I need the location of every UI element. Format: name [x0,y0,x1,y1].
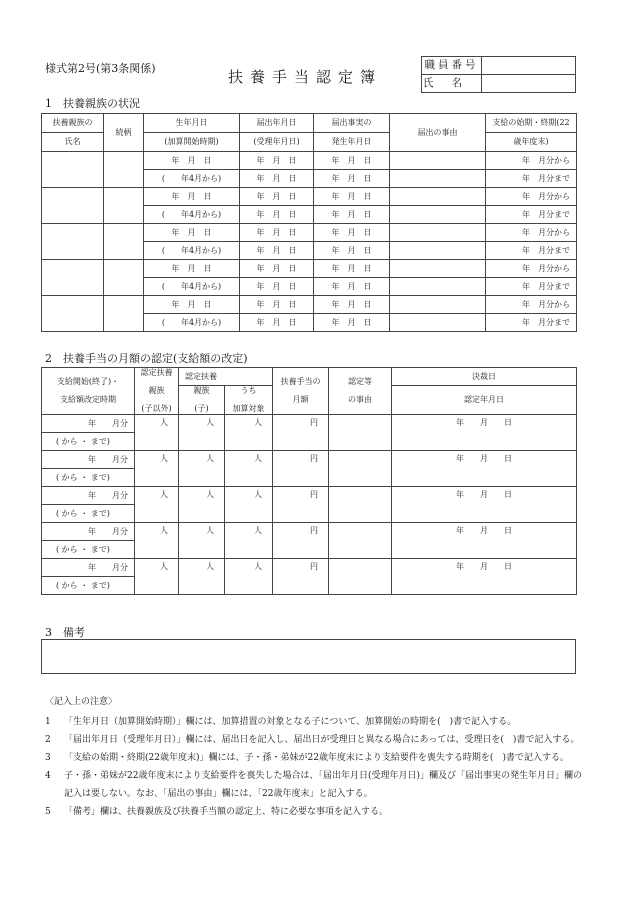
decision-date-cell[interactable]: 年 月 日 [392,522,577,558]
header-monthly-amount: 扶養手当の 月額 [273,368,329,415]
reason-cell[interactable] [390,296,486,314]
dependents-table [41,113,577,332]
note-text: 「支給の始期・終期(22歳年度末)」欄には、子・孫・弟妹が22歳年度末により支給要件を喪失する時期を( )書で記入する。 [64,753,569,763]
pay-month-cell[interactable]: 年 月分 [42,558,135,576]
table-row [42,558,577,576]
header-child-label: 親族 (子) [179,386,225,414]
note-text: 「生年月日（加算開始時期）」欄には、加算措置の対象となる子について、加算開始の時期を( )書で記入する。 [64,717,517,727]
relation-cell[interactable] [104,224,144,260]
period-end-cell[interactable]: 年 月分まで [486,314,577,332]
header-addition-target: うち 加算対象 [225,386,273,414]
table-row [42,450,577,468]
table-row [42,152,577,170]
staff-id-box [421,56,576,93]
dependents-other-cell[interactable]: 人 [135,522,179,558]
birth-date-cell[interactable]: 年 月 日 [144,152,240,170]
period-start-cell[interactable]: 年 月分から [486,260,577,278]
event-date-cell[interactable]: 年 月 日 [314,224,390,242]
note-item [45,749,585,767]
relation-cell[interactable] [104,188,144,224]
event-date-cell[interactable]: 年 月 日 [314,242,390,260]
table-row [42,486,577,504]
header-filed: 届出年月日 [240,114,314,133]
addition-start-cell[interactable]: ( 年4月から) [144,278,240,296]
event-date-cell[interactable]: 年 月 日 [314,296,390,314]
event-date-cell[interactable]: 年 月 日 [314,260,390,278]
staff-number-label: 職員番号 [422,57,482,75]
reason-cell[interactable] [390,152,486,170]
reason-cell[interactable] [390,278,486,296]
notes [45,693,585,821]
header-event-sub: 発生年月日 [314,133,390,152]
reason-cell[interactable] [390,188,486,206]
header-dependents-other: 認定扶養 親族 (子以外) [135,368,179,415]
table-row [42,296,577,314]
header-period-sub: 歳年度末) [486,133,577,152]
pay-range-cell[interactable]: ( から ・ まで) [42,576,135,594]
filed-date-cell[interactable]: 年 月 日 [240,296,314,314]
period-end-cell[interactable]: 年 月分まで [486,170,577,188]
filed-date-cell[interactable]: 年 月 日 [240,188,314,206]
table-row [42,414,577,432]
event-date-cell[interactable]: 年 月 日 [314,278,390,296]
dependent-name-cell[interactable] [42,224,104,260]
pay-month-cell[interactable]: 年 月分 [42,414,135,432]
period-end-cell[interactable]: 年 月分まで [486,206,577,224]
header-birth-sub: (加算開始時期) [144,133,240,152]
pay-range-cell[interactable]: ( から ・ まで) [42,468,135,486]
monthly-amount-cell[interactable]: 円 [273,558,329,594]
reason-cell[interactable] [390,242,486,260]
birth-date-cell[interactable]: 年 月 日 [144,224,240,242]
filed-date-cell[interactable]: 年 月 日 [240,152,314,170]
period-end-cell[interactable]: 年 月分まで [486,278,577,296]
addition-target-cell[interactable]: 人 [225,450,273,486]
relation-cell[interactable] [104,152,144,188]
decision-date-cell[interactable]: 年 月 日 [392,486,577,522]
remarks-field[interactable] [41,639,576,674]
event-date-cell[interactable]: 年 月 日 [314,314,390,332]
note-number: 3 [45,753,51,763]
note-number: 2 [45,735,51,745]
note-number: 1 [45,717,51,727]
note-text: 「届出年月日（受理年月日）」欄には、届出日を記入し、届出日が受理日と異なる場合にあっては、受理日を( )書で記入する。 [64,735,580,745]
dependents-other-cell[interactable]: 人 [135,450,179,486]
allowance-table [41,367,577,595]
table-row [42,260,577,278]
pay-range-cell[interactable]: ( から ・ まで) [42,540,135,558]
monthly-amount-cell[interactable]: 円 [273,414,329,450]
pay-month-cell[interactable]: 年 月分 [42,486,135,504]
decision-date-cell[interactable]: 年 月 日 [392,414,577,450]
dependent-name-cell[interactable] [42,188,104,224]
birth-date-cell[interactable]: 年 月 日 [144,188,240,206]
header-birth: 生年月日 [144,114,240,133]
note-text: 「備考」欄は、扶養親族及び扶養手当額の認定上、特に必要な事項を記入する。 [64,807,389,817]
dependent-name-cell[interactable] [42,152,104,188]
dependents-child-cell[interactable]: 人 [179,486,225,522]
filed-date-cell[interactable]: 年 月 日 [240,314,314,332]
dependents-other-cell[interactable]: 人 [135,558,179,594]
reason-cell[interactable] [329,414,392,450]
relation-cell[interactable] [104,260,144,296]
header-reason: 届出の事由 [390,114,486,152]
filed-date-cell[interactable]: 年 月 日 [240,260,314,278]
page-title: 扶養手当認定簿 [228,68,383,86]
dependent-name-cell[interactable] [42,260,104,296]
reason-cell[interactable] [390,170,486,188]
note-number: 5 [45,807,51,817]
addition-start-cell[interactable]: ( 年4月から) [144,314,240,332]
filed-date-cell[interactable]: 年 月 日 [240,242,314,260]
reason-cell[interactable] [329,450,392,486]
addition-target-cell[interactable]: 人 [225,522,273,558]
pay-range-cell[interactable]: ( から ・ まで) [42,504,135,522]
header-approval-date: 認定年月日 [392,386,577,414]
decision-date-cell[interactable]: 年 月 日 [392,450,577,486]
header-relation: 続柄 [104,114,144,152]
period-start-cell[interactable]: 年 月分から [486,296,577,314]
filed-date-cell[interactable]: 年 月 日 [240,278,314,296]
pay-month-cell[interactable]: 年 月分 [42,522,135,540]
header-dependents-child: 認定扶養 [179,368,273,386]
note-text: 子・孫・弟妹が22歳年度末により支給要件を喪失した場合は、「届出年月日(受理年月日)」欄及び「届出事実の発生年月日」欄の記入は要しない。なお、「届出の事由」欄には、「22歳年度末」と記入する。 [64,771,582,799]
notes-heading: 〈記入上の注意〉 [45,697,118,707]
relation-cell[interactable] [104,296,144,332]
note-item [45,731,585,749]
monthly-amount-cell[interactable]: 円 [273,522,329,558]
event-date-cell[interactable]: 年 月 日 [314,206,390,224]
addition-target-cell[interactable]: 人 [225,558,273,594]
note-item [45,713,585,731]
table-row [42,188,577,206]
addition-start-cell[interactable]: ( 年4月から) [144,206,240,224]
addition-target-cell[interactable]: 人 [225,486,273,522]
section2-title: 2 扶養手当の月額の認定(支給額の改定) [45,352,248,365]
note-item [45,803,585,821]
reason-cell[interactable] [390,224,486,242]
dependents-child-cell[interactable]: 人 [179,450,225,486]
header-event: 届出事実の [314,114,390,133]
event-date-cell[interactable]: 年 月 日 [314,170,390,188]
table-row [42,522,577,540]
header-name-sub: 氏名 [42,133,104,152]
birth-date-cell[interactable]: 年 月 日 [144,296,240,314]
dependents-child-cell[interactable]: 人 [179,522,225,558]
section3-title: 3 備考 [45,626,85,639]
pay-month-cell[interactable]: 年 月分 [42,450,135,468]
addition-start-cell[interactable]: ( 年4月から) [144,242,240,260]
filed-date-cell[interactable]: 年 月 日 [240,206,314,224]
event-date-cell[interactable]: 年 月 日 [314,188,390,206]
monthly-amount-cell[interactable]: 円 [273,450,329,486]
reason-cell[interactable] [390,314,486,332]
addition-target-cell[interactable]: 人 [225,414,273,450]
dependents-child-cell[interactable]: 人 [179,558,225,594]
note-number: 4 [45,771,51,781]
header-pay-period: 支給開始(終了)・ 支給額改定時期 [42,368,135,415]
dependents-child-cell[interactable]: 人 [179,414,225,450]
header-filed-sub: (受理年月日) [240,133,314,152]
decision-date-cell[interactable]: 年 月 日 [392,558,577,594]
header-reason: 認定等 の事由 [329,368,392,415]
section1-title: 1 扶養親族の状況 [45,97,140,110]
pay-range-cell[interactable]: ( から ・ まで) [42,432,135,450]
reason-cell[interactable] [329,558,392,594]
header-period: 支給の始期・終期(22 [486,114,577,133]
reason-cell[interactable] [390,206,486,224]
period-start-cell[interactable]: 年 月分から [486,188,577,206]
header-decision-date: 決裁日 [392,368,577,386]
dependents-other-cell[interactable]: 人 [135,414,179,450]
staff-name-label: 氏名 [422,75,482,93]
dependents-other-cell[interactable]: 人 [135,486,179,522]
event-date-cell[interactable]: 年 月 日 [314,152,390,170]
reason-cell[interactable] [329,522,392,558]
period-start-cell[interactable]: 年 月分から [486,224,577,242]
note-item [45,767,585,803]
form-code: 様式第2号(第3条関係) [45,62,156,75]
reason-cell[interactable] [390,260,486,278]
dependent-name-cell[interactable] [42,296,104,332]
filed-date-cell[interactable]: 年 月 日 [240,224,314,242]
reason-cell[interactable] [329,486,392,522]
staff-name-field[interactable] [482,75,576,93]
table-row [42,224,577,242]
staff-number-field[interactable] [482,57,576,75]
period-end-cell[interactable]: 年 月分まで [486,242,577,260]
filed-date-cell[interactable]: 年 月 日 [240,170,314,188]
monthly-amount-cell[interactable]: 円 [273,486,329,522]
birth-date-cell[interactable]: 年 月 日 [144,260,240,278]
header-name: 扶養親族の [42,114,104,133]
addition-start-cell[interactable]: ( 年4月から) [144,170,240,188]
notes-list [45,713,585,821]
period-start-cell[interactable]: 年 月分から [486,152,577,170]
